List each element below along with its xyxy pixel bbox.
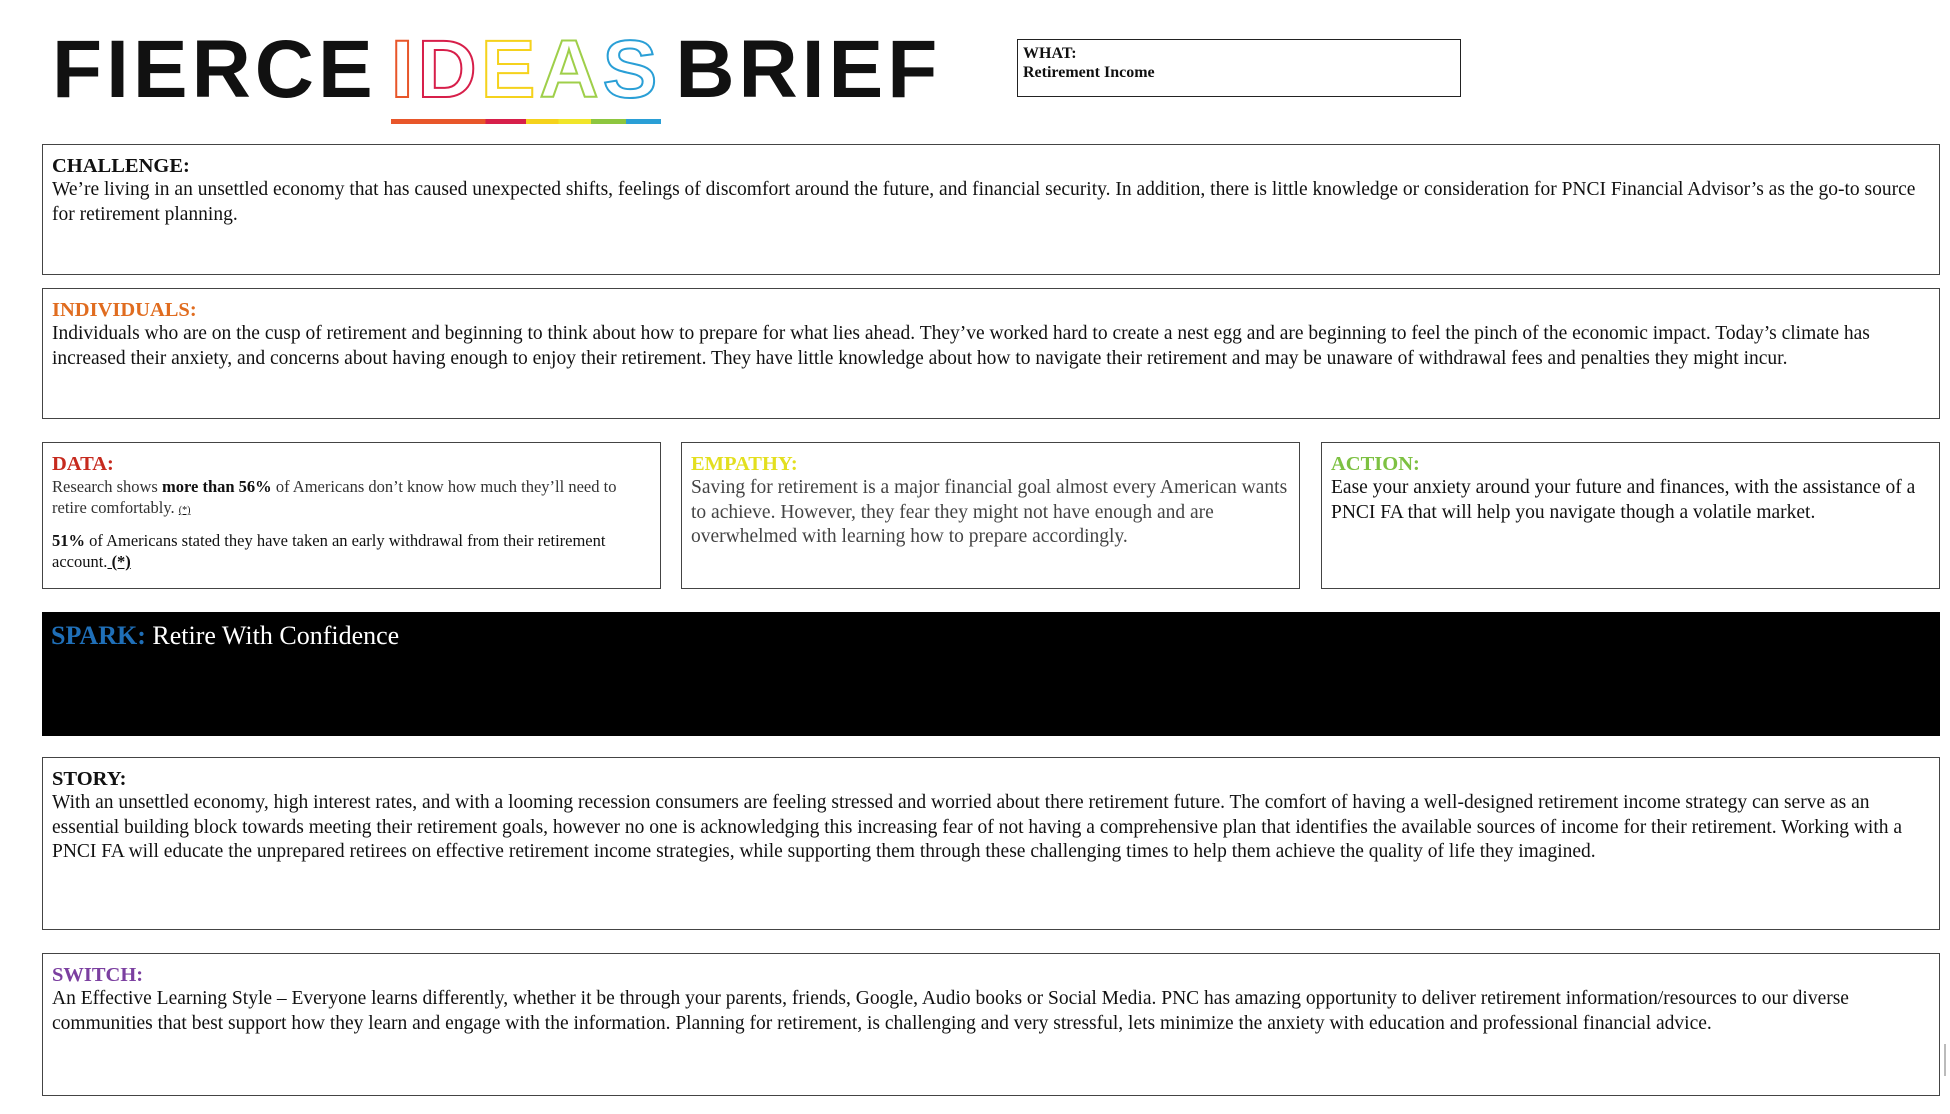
- story-heading: STORY:: [52, 768, 127, 790]
- data-stat-2-figure: 51%: [52, 531, 85, 550]
- logo-ideas-text: [391, 24, 662, 115]
- what-label: WHAT:: [1023, 45, 1077, 62]
- action-text: Ease your anxiety around your future and finances, with the assistance of a PNCI FA that will help you navigate though a volatile market.: [1331, 477, 1916, 523]
- logo-word-ideas: [390, 24, 662, 115]
- action-section: [1321, 442, 1940, 589]
- action-heading: ACTION:: [1331, 453, 1420, 475]
- individuals-text: Individuals who are on the cusp of retirement and beginning to think about how to prepare for what lies ahead. They’ve worked hard to create a nest egg and are beginning to feel the pinch of the economic impact. Today’s climate has increased their anxiety, and concerns about having enough to enjoy their retirement. They have little knowledge about how to navigate their retirement and may be unaware of withdrawal fees and penalties they might incur.: [52, 323, 1870, 369]
- empathy-text: Saving for retirement is a major financial goal almost every American wants to achieve. However, they fear they might not have enough and are overwhelmed with learning how to prepare accordingly.: [691, 477, 1288, 547]
- data-heading: DATA:: [52, 453, 114, 475]
- data-stat-2-reference-link[interactable]: (*): [107, 552, 131, 571]
- what-value: Retirement Income: [1023, 64, 1155, 81]
- data-stat-1-post: of Americans don’t know how much they’ll need to retire comfortably.: [52, 477, 617, 517]
- data-stat-1-reference-link[interactable]: (*): [178, 505, 191, 516]
- individuals-section: [42, 288, 1940, 419]
- story-section: [42, 757, 1940, 930]
- data-section: [42, 442, 661, 589]
- fierce-ideas-brief-logo: [52, 24, 942, 115]
- logo-ideas-letter: D: [417, 24, 481, 115]
- logo-ideas-letter: S: [602, 24, 662, 115]
- logo-ideas-letter: A: [539, 24, 603, 115]
- challenge-heading: CHALLENGE:: [52, 155, 190, 177]
- logo-word-brief: BRIEF: [675, 24, 942, 115]
- data-stat-1-figure: more than 56%: [161, 477, 272, 496]
- data-stat-1: [52, 476, 651, 521]
- spark-text: Retire With Confidence: [145, 621, 400, 650]
- empathy-section: [681, 442, 1300, 589]
- logo-ideas-letter: E: [480, 24, 540, 115]
- spark-section: [42, 612, 1940, 736]
- switch-heading: SWITCH:: [52, 964, 144, 986]
- logo-ideas-letter: I: [390, 24, 418, 115]
- logo-word-fierce: FIERCE: [52, 24, 377, 115]
- switch-section: [42, 953, 1940, 1096]
- data-stat-1-pre: Research shows: [52, 477, 162, 496]
- data-stat-2-post: of Americans stated they have taken an early withdrawal from their retirement account.: [52, 531, 606, 571]
- data-stat-2: [52, 530, 651, 572]
- empathy-heading: EMPATHY:: [691, 453, 798, 475]
- story-text: With an unsettled economy, high interest rates, and with a looming recession consumers are feeling stressed and worried about there retirement future. The comfort of having a well-designed retirement income strategy can serve as an essential building block towards meeting their retirement goals, however no one is acknowledging this increasing fear of not having a comprehensive plan that identifies the available sources of income for their retirement. Working with a PNCI FA will educate the unprepared retirees on effective retirement income strategies, while supporting them through these challenging times to help them achieve the quality of life they imagined.: [52, 792, 1903, 862]
- scrollbar-handle[interactable]: [1944, 1044, 1946, 1076]
- what-box: [1017, 39, 1461, 97]
- switch-text: An Effective Learning Style – Everyone learns differently, whether it be through your parents, friends, Google, Audio books or Social Media. PNC has amazing opportunity to deliver retirement information/resources to our diverse communities that best support how they learn and engage with the information. Planning for retirement, is challenging and very stressful, lets minimize the anxiety with education and professional financial advice.: [52, 988, 1849, 1034]
- logo-color-bar: [391, 119, 662, 124]
- challenge-text: We’re living in an unsettled economy that has caused unexpected shifts, feelings of discomfort around the future, and financial security. In addition, there is little knowledge or consideration for PNCI Financial Advisor’s as the go-to source for retirement planning.: [52, 179, 1916, 225]
- challenge-section: [42, 144, 1940, 275]
- individuals-heading: INDIVIDUALS:: [52, 299, 197, 321]
- spark-heading: SPARK:: [51, 621, 146, 650]
